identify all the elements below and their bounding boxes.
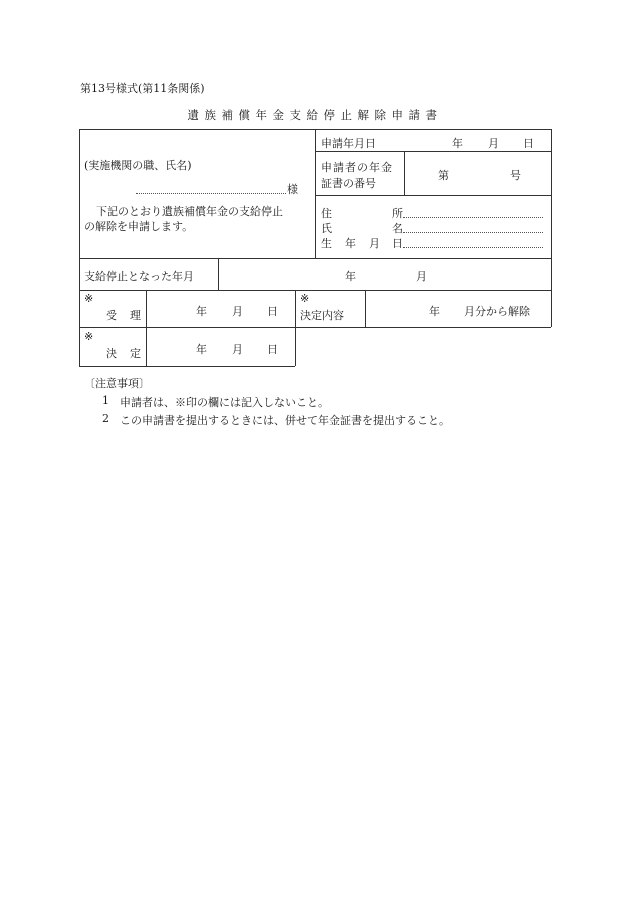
application-date-month: 月 xyxy=(488,137,499,150)
birth-label-nen: 年 xyxy=(345,237,356,250)
birth-label-gatsu: 月 xyxy=(369,237,380,250)
note-1-text: 申請者は、※印の欄には記入しないこと。 xyxy=(120,396,329,409)
suspension-label: 支給停止となった年月 xyxy=(84,270,194,283)
name-line[interactable] xyxy=(403,232,543,233)
decision-content-year: 年 xyxy=(429,305,440,318)
note-2-number: 2 xyxy=(102,412,109,425)
application-date-day: 日 xyxy=(523,137,534,150)
receipt-label-1: 受 xyxy=(106,309,117,322)
application-date-year: 年 xyxy=(452,137,463,150)
certificate-dai: 第 xyxy=(438,169,449,182)
decision-month: 月 xyxy=(232,343,243,356)
note-2-text: この申請書を提出するときには、併せて年金証書を提出すること。 xyxy=(120,414,450,427)
decision-content-label: 決定内容 xyxy=(300,309,344,322)
receipt-day: 日 xyxy=(267,305,278,318)
receipt-year: 年 xyxy=(196,305,207,318)
receipt-month: 月 xyxy=(232,305,243,318)
address-label-2: 所 xyxy=(392,207,403,220)
org-name-line[interactable] xyxy=(136,193,286,194)
birth-date-line[interactable] xyxy=(403,247,543,248)
birth-label-hi: 日 xyxy=(392,237,403,250)
decision-year: 年 xyxy=(196,343,207,356)
note-1-number: 1 xyxy=(102,394,109,407)
application-date-label: 申請年月日 xyxy=(321,137,376,150)
request-text-line-2: の解除を申請します。 xyxy=(84,220,194,233)
decision-content-mark: ※ xyxy=(300,292,310,305)
suspension-year: 年 xyxy=(345,270,356,283)
birth-label-sei: 生 xyxy=(321,237,332,250)
name-label-2: 名 xyxy=(392,222,403,235)
request-text-line-1: 下記のとおり遺族補償年金の支給停止 xyxy=(96,205,283,218)
certificate-label-2: 証書の番号 xyxy=(321,177,376,190)
form-title: 遺族補償年金支給停止解除申請書 xyxy=(187,108,443,122)
certificate-label-1: 申請者の年金 xyxy=(321,161,393,174)
name-label-1: 氏 xyxy=(321,222,332,235)
address-label-1: 住 xyxy=(321,207,332,220)
certificate-gou: 号 xyxy=(510,169,521,182)
decision-label-2: 定 xyxy=(130,347,141,360)
decision-day: 日 xyxy=(267,343,278,356)
receipt-label-2: 理 xyxy=(130,309,141,322)
form-number-label: 第13号様式(第11条関係) xyxy=(80,82,205,95)
receipt-mark: ※ xyxy=(84,292,94,305)
decision-content-rest: 月分から解除 xyxy=(464,305,530,318)
org-honorific: 様 xyxy=(287,183,298,196)
notes-heading: 〔注意事項〕 xyxy=(84,377,150,390)
decision-mark: ※ xyxy=(84,330,94,343)
decision-label-1: 決 xyxy=(106,347,117,360)
org-label: (実施機関の職、氏名) xyxy=(84,159,192,172)
suspension-month: 月 xyxy=(416,270,427,283)
address-line[interactable] xyxy=(403,217,543,218)
